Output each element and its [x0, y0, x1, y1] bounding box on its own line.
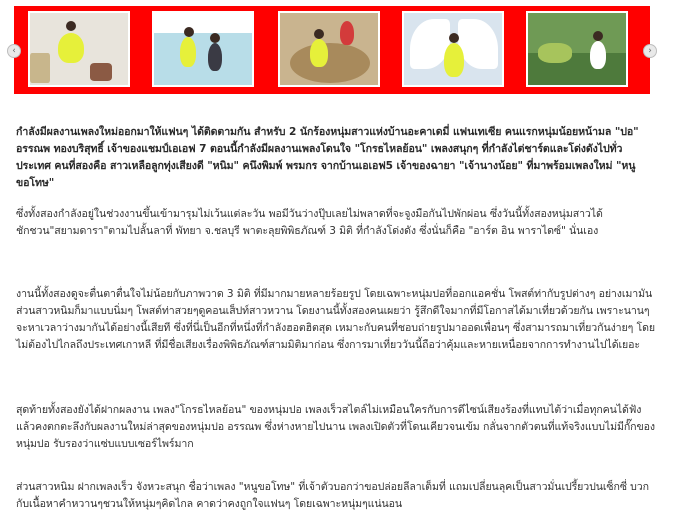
- article-paragraph-4: สุดท้ายทั้งสองยังได้ฝากผลงาน เพลง"โกรธไหลย้อน" ของหนุ่มปอ เพลงเร็วสไตล์ไม่เหมือนใครกับการดีไซน์เสียงร้องที่แทบไต้ว่าเมื่อทุกคนได้ฟังแล้วคงตกตะลึงกับผลงานใหม่ล่าสุดของหนุ่มปอ อรรณพ ซึ่งห่างหายไปนาน เพลงเปิดตัวที่โดนเคียวจนเข้ม กลั่นจากตัวตนที่แท้จริงแบบไม่มีกั๊กของหนุ่มปอ รับรองว่าแซ่บแบบเซอร์ไพร์มาก: [16, 404, 655, 450]
- article-paragraph-3: งานนี้ทั้งสองดูจะตื่นตาตื่นใจไม่น้อยกับภาพวาด 3 มิติ ที่มีมากมายหลายร้อยรูป โดยเฉพาะหนุ่มปอที่ออกแอคชั่น โพสต์ท่ากับรูปต่างๆ อย่างเมามัน ส่วนสาวหนิมก็มาแบบนิ่มๆ โพสต์ท่าสวยๆดูคอนเส็ปท์สาวหวาน โดยงานนี้ทั้งสองคนเผยว่า รู้สึกดีใจมากที่มีโอกาสได้มาเที่ยวด้วยกัน เพราะนานๆ จะหาเวลาว่างมากันได้อย่างนี้เสียที ซึ่งที่นี่เป็นอีกที่หนึ่งที่กำลังฮอตฮิตสุด เหมาะกับคนที่ชอบถ่ายรูปมาออดเพื่อนๆ ซึ่งสามารถมาเที่ยวกันง่ายๆ โดยไม่ต้องไปไกลถึงประเทศเกาหลี ที่มีชื่อเสียงเรื่องพิพิธภัณฑ์สามมิติมาก่อน ซึ่งการมาเที่ยววันนี้ถือว่าคุ้มและหายเหนื่อยจากการทำงานไปได้เยอะ: [16, 288, 655, 351]
- article-paragraph-5: ส่วนสาวหนิม ฝากเพลงเร็ว จังหวะสนุก ชื่อว่าเพลง "หนูขอโทษ" ที่เจ้าตัวบอกว่าขอปล่อยลีลาเต็มที่ แถมเปลี่ยนลุคเป็นสาวมั่นเปรี้ยวปนเซ็กซี่ บวกกับเนื้อหาคำหวานๆชวนให้หนุ่มๆคิดไกล คาดว่าคงถูกใจแฟนๆ โดยเฉพาะหนุ่มๆแน่นอน: [16, 481, 649, 510]
- gallery-prev-button[interactable]: [7, 44, 21, 58]
- gallery-photo-1[interactable]: [28, 11, 130, 87]
- gallery-photo-5[interactable]: [526, 11, 628, 87]
- article-paragraph-2: ซึ่งทั้งสองกำลังอยู่ในช่วงงานขึ้นเข้ามารุมไม่เว้นแต่ละวัน พอมีวันว่างปุ๊บเลยไม่พลาดที่จะจูงมือกันไปพักผ่อน ซึ่งวันนี้ทั้งสองหนุ่มสาวได้ชักชวน"สยามดารา"ตามไปลั้นลาที่ พัทยา จ.ชลบุรี พาตะลุยพิพิธภัณฑ์ 3 มิติ ที่กำลังโด่งดัง ซึ่งนั่นก็คือ "อาร์ต อิน พาราไดซ์" นั่นเอง: [16, 208, 603, 237]
- chevron-left-icon: ‹: [12, 46, 16, 56]
- photo-gallery: [14, 6, 650, 94]
- gallery-photo-4[interactable]: [402, 11, 504, 87]
- article-lead: กำลังมีผลงานเพลงใหม่ออกมาให้แฟนๆ ได้ติดตามกัน สำหรับ 2 นักร้องหนุ่มสาวแห่งบ้านอะคาเดมี่ แฟนเทเซีย คนแรกหนุ่มน้อยหน้ามล "ปอ" อรรณพ ทองบริสุทธิ์ เจ้าของแชมป์เอเอฟ 7 ตอนนี้กำลังมีผลงานเพลงโดนใจ "โกรธไหลย้อน" เพลงสนุกๆ ที่กำลังไต่ชาร์ตและโด่งดังไปทั่วประเทศ คนที่สองคือ สาวเหลือลูกทุ่งเสียงดี "หนิม" คนึงพิมพ์ พรมกร จากบ้านเอเอฟ5 เจ้าของฉายา "เจ้านางน้อย" ที่มาพร้อมเพลงใหม่ "หนูขอโทษ": [16, 126, 639, 189]
- gallery-next-button[interactable]: [643, 44, 657, 58]
- chevron-right-icon: ›: [648, 46, 652, 56]
- gallery-photo-2[interactable]: [152, 11, 254, 87]
- gallery-photo-3[interactable]: [278, 11, 380, 87]
